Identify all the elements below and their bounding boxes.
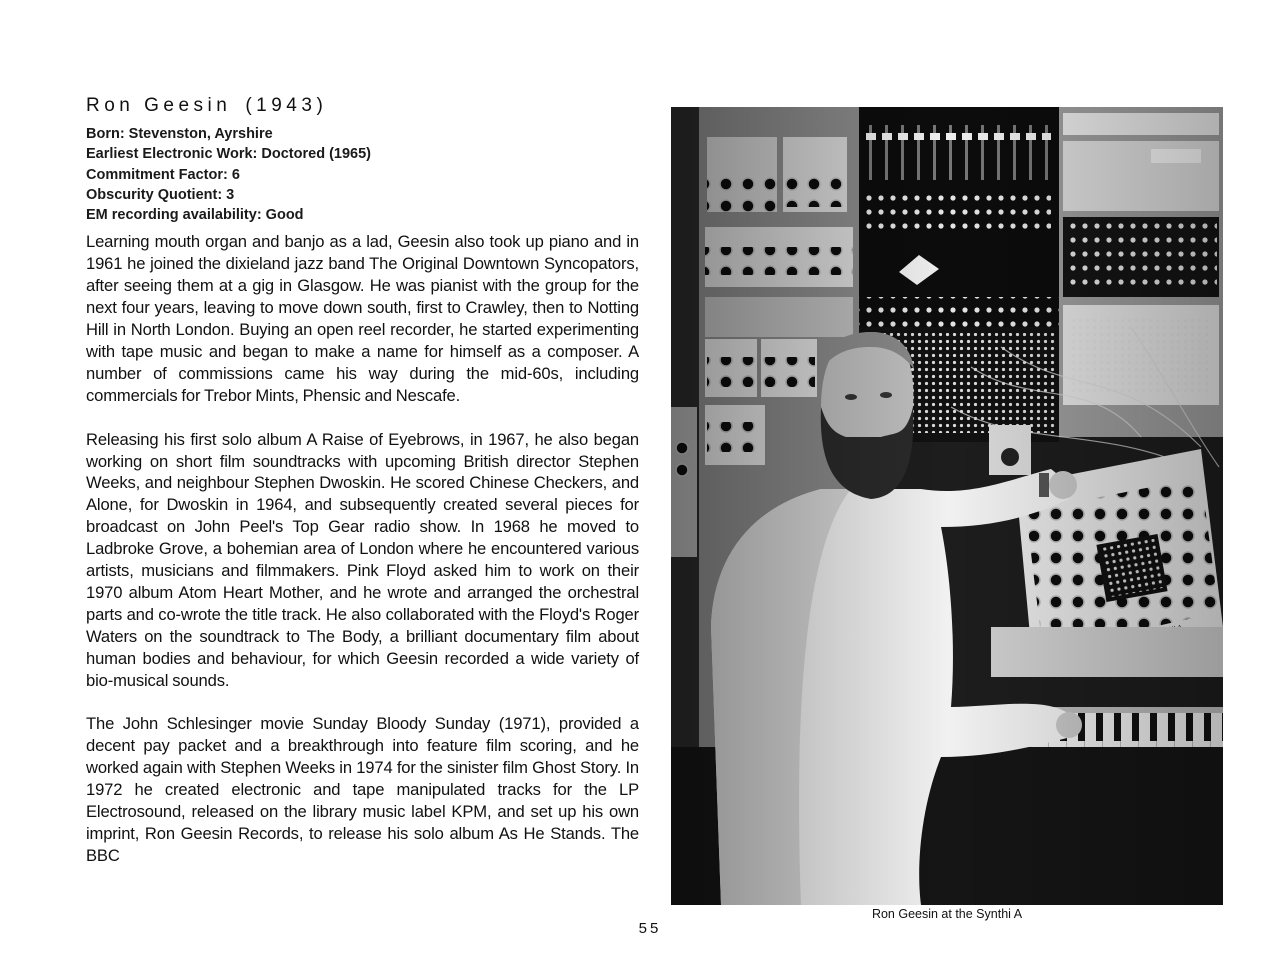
bio-paragraph-3: The John Schlesinger movie Sunday Bloody Sunday (1971), provided a decent pay packet and a breakthrough into feature film scoring, and he worked again with Stephen Weeks in 1974 for the sinister film Ghost Story. In 1972 he created electronic and tape manipulated tracks for the LP Electrosound, released on the library music label KPM, and set up his own imprint, Ron Geesin Records, to release his solo album As He Stands. The BBC [86, 714, 639, 865]
article-title [86, 94, 639, 118]
biography [86, 231, 639, 866]
fact-commitment-factor: Commitment Factor: 6 [86, 166, 240, 183]
bio-paragraph-1: Learning mouth organ and banjo as a lad, Geesin also took up piano and in 1961 he joined the dixieland jazz band The Original Downtown Syncopators, after seeing them at a gig in Glasgow. He was pianist with the group for the next four years, leaving to move down south, first to Crawley, then to Notting Hill in North London. Buying an open reel recorder, he started experimenting with tape music and began to make a name for himself as a composer. A number of commissions came his way during the mid-60s, including commercials for Trebor Mints, Phensic and Nescafe. [86, 232, 639, 405]
photo-caption: Ron Geesin at the Synthi A [871, 907, 1023, 921]
artist-name: Ron Geesin [86, 95, 232, 116]
fact-recording-availability: EM recording availability: Good [86, 207, 304, 224]
photo-ron-geesin-synthi [671, 107, 1223, 905]
fact-earliest-work: Earliest Electronic Work: Doctored (1965) [86, 146, 371, 163]
fact-obscurity-quotient: Obscurity Quotient: 3 [86, 186, 235, 203]
artist-birth-year: (1943) [245, 95, 328, 116]
article-column [86, 94, 639, 866]
fact-list [86, 124, 639, 225]
bio-paragraph-2: Releasing his first solo album A Raise of Eyebrows, in 1967, he also began working on short film soundtracks with upcoming British director Stephen Weeks, and neighbour Stephen Dwoskin. He scored Chinese Checkers, and Alone, for Dwoskin in 1964, and subsequently created several pieces for broadcast on John Peel's Top Gear radio show. In 1968 he moved to Ladbroke Grove, a bohemian area of London where he encountered various artists, musicians and filmmakers. Pink Floyd asked him to work on their 1970 album Atom Heart Mother, and he wrote and arranged the orchestral parts and co-wrote the title track. He also collaborated with the Floyd's Roger Waters on the soundtrack to The Body, a brilliant documentary film about human bodies and behaviour, for which Geesin recorded a wide variety of bio-musical sounds. [86, 429, 639, 690]
fact-born: Born: Stevenston, Ayrshire [86, 126, 273, 142]
page-number: 55 [638, 920, 662, 937]
